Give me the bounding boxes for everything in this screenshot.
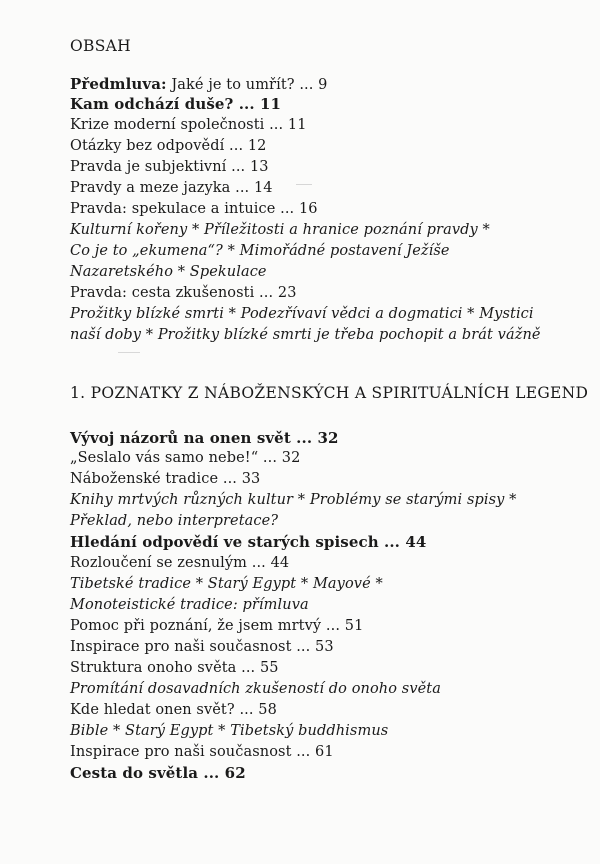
toc-entry: Inspirace pro naši současnost ... 53 [70,639,334,655]
toc-section-heading: Vývoj názorů na onen svět ... 32 [70,429,339,447]
toc-subtopics: Promítání dosavadních zkušeností do onoho světa [70,681,441,697]
toc-subtopics: Bible * Starý Egypt * Tibetský buddhismus [70,723,389,739]
toc-entry: Kde hledat onen svět? ... 58 [70,702,277,718]
toc-entry: Inspirace pro naši současnost ... 61 [70,744,334,760]
toc-entry: Pravda: spekulace a intuice ... 16 [70,201,318,217]
toc-entry: Otázky bez odpovědí ... 12 [70,138,267,154]
toc-entry: Pomoc při poznání, že jsem mrtvý ... 51 [70,618,364,634]
toc-entry: Pravda je subjektivní ... 13 [70,159,269,175]
toc-entry: Pravdy a meze jazyka ... 14 [70,180,273,196]
toc-entry-text: Jaké je to umřít? ... 9 [166,77,328,93]
toc-subtopics: Co je to „ekumena“? * Mimořádné postavení Ježíše [70,243,450,259]
toc-subtopics: Monoteistické tradice: přímluva [70,597,309,613]
divider [118,352,140,353]
toc-subtopics: Tibetské tradice * Starý Egypt * Mayové * [70,576,383,592]
toc-entry-preface [70,74,328,95]
toc-entry-label: Předmluva: [70,75,167,93]
toc-subtopics: Nazaretského * Spekulace [70,264,267,280]
toc-entry: Náboženské tradice ... 33 [70,471,261,487]
toc-entry: Krize moderní společnosti ... 11 [70,117,307,133]
toc-subtopics: Knihy mrtvých různých kultur * Problémy se starými spisy * [70,492,517,508]
toc-section-heading: Hledání odpovědí ve starých spisech ... 44 [70,533,427,551]
toc-subtopics: Kulturní kořeny * Příležitosti a hranice poznání pravdy * [70,222,490,238]
toc-entry: „Seslalo vás samo nebe!“ ... 32 [70,450,301,466]
chapter-title: 1. POZNATKY Z NÁBOŽENSKÝCH A SPIRITUÁLNÍCH LEGEND [70,384,589,402]
contents-title: OBSAH [70,37,131,55]
divider [296,184,312,185]
toc-entry: Struktura onoho světa ... 55 [70,660,279,676]
toc-section-heading: Cesta do světla ... 62 [70,764,246,782]
toc-entry: Rozloučení se zesnulým ... 44 [70,555,290,571]
toc-subtopics: naší doby * Prožitky blízké smrti je třeba pochopit a brát vážně [70,327,541,343]
toc-subtopics: Prožitky blízké smrti * Podezřívaví vědci a dogmatici * Mystici [70,306,534,322]
toc-section-heading: Kam odchází duše? ... 11 [70,95,282,113]
toc-subtopics: Překlad, nebo interpretace? [70,513,279,529]
toc-entry: Pravda: cesta zkušenosti ... 23 [70,285,297,301]
